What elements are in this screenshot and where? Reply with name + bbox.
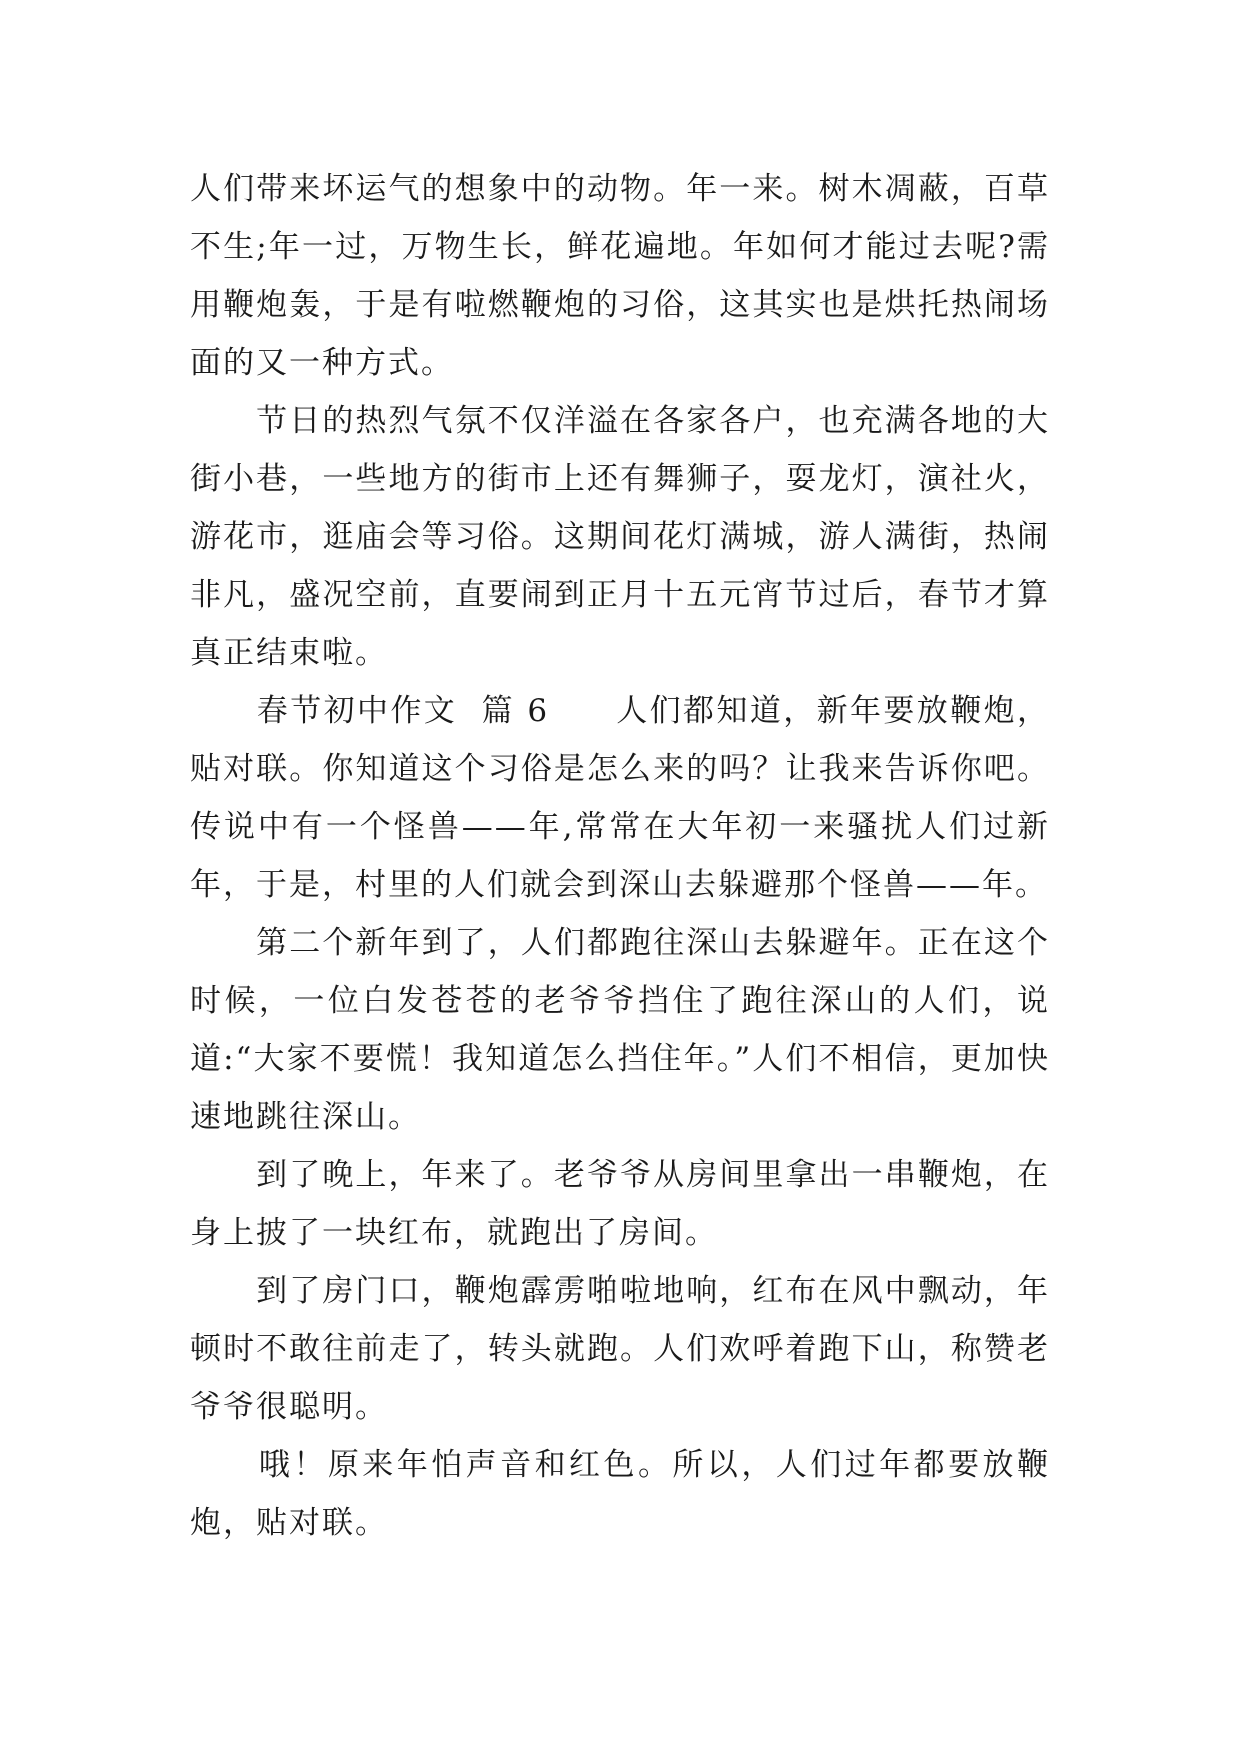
paragraph-7: 哦！原来年怕声音和红色。所以，人们过年都要放鞭炮，贴对联。 xyxy=(190,1447,1050,1541)
paragraph-5: 到了晚上，年来了。老爷爷从房间里拿出一串鞭炮，在身上披了一块红布，就跑出了房间。 xyxy=(190,1157,1050,1251)
paragraph-2: 节日的热烈气氛不仅洋溢在各家各户，也充满各地的大街小巷，一些地方的街市上还有舞狮子，耍龙灯，演社火，游花市，逛庙会等习俗。这期间花灯满城，游人满街，热闹非凡，盛况空前，直要闹到正月十五元宵节过后，春节才算真正结束啦。 xyxy=(190,403,1050,671)
document-body xyxy=(190,160,1050,1552)
paragraph-3: 春节初中作文 篇 6 人们都知道，新年要放鞭炮，贴对联。你知道这个习俗是怎么来的吗？让我来告诉你吧。传说中有一个怪兽——年,常常在大年初一来骚扰人们过新年，于是，村里的人们就会到深山去躲避那个怪兽——年。 xyxy=(190,693,1050,903)
paragraph-6: 到了房门口，鞭炮霹雳啪啦地响，红布在风中飘动，年顿时不敢往前走了，转头就跑。人们欢呼着跑下山，称赞老爷爷很聪明。 xyxy=(190,1273,1050,1425)
paragraph-1: 人们带来坏运气的想象中的动物。年一来。树木凋蔽，百草不生;年一过，万物生长，鲜花遍地。年如何才能过去呢?需用鞭炮轰，于是有啦燃鞭炮的习俗，这其实也是烘托热闹场面的又一种方式。 xyxy=(190,171,1050,381)
paragraph-4: 第二个新年到了，人们都跑往深山去躲避年。正在这个时候，一位白发苍苍的老爷爷挡住了跑往深山的人们，说道:“大家不要慌！我知道怎么挡住年。”人们不相信，更加快速地跳往深山。 xyxy=(190,925,1050,1135)
